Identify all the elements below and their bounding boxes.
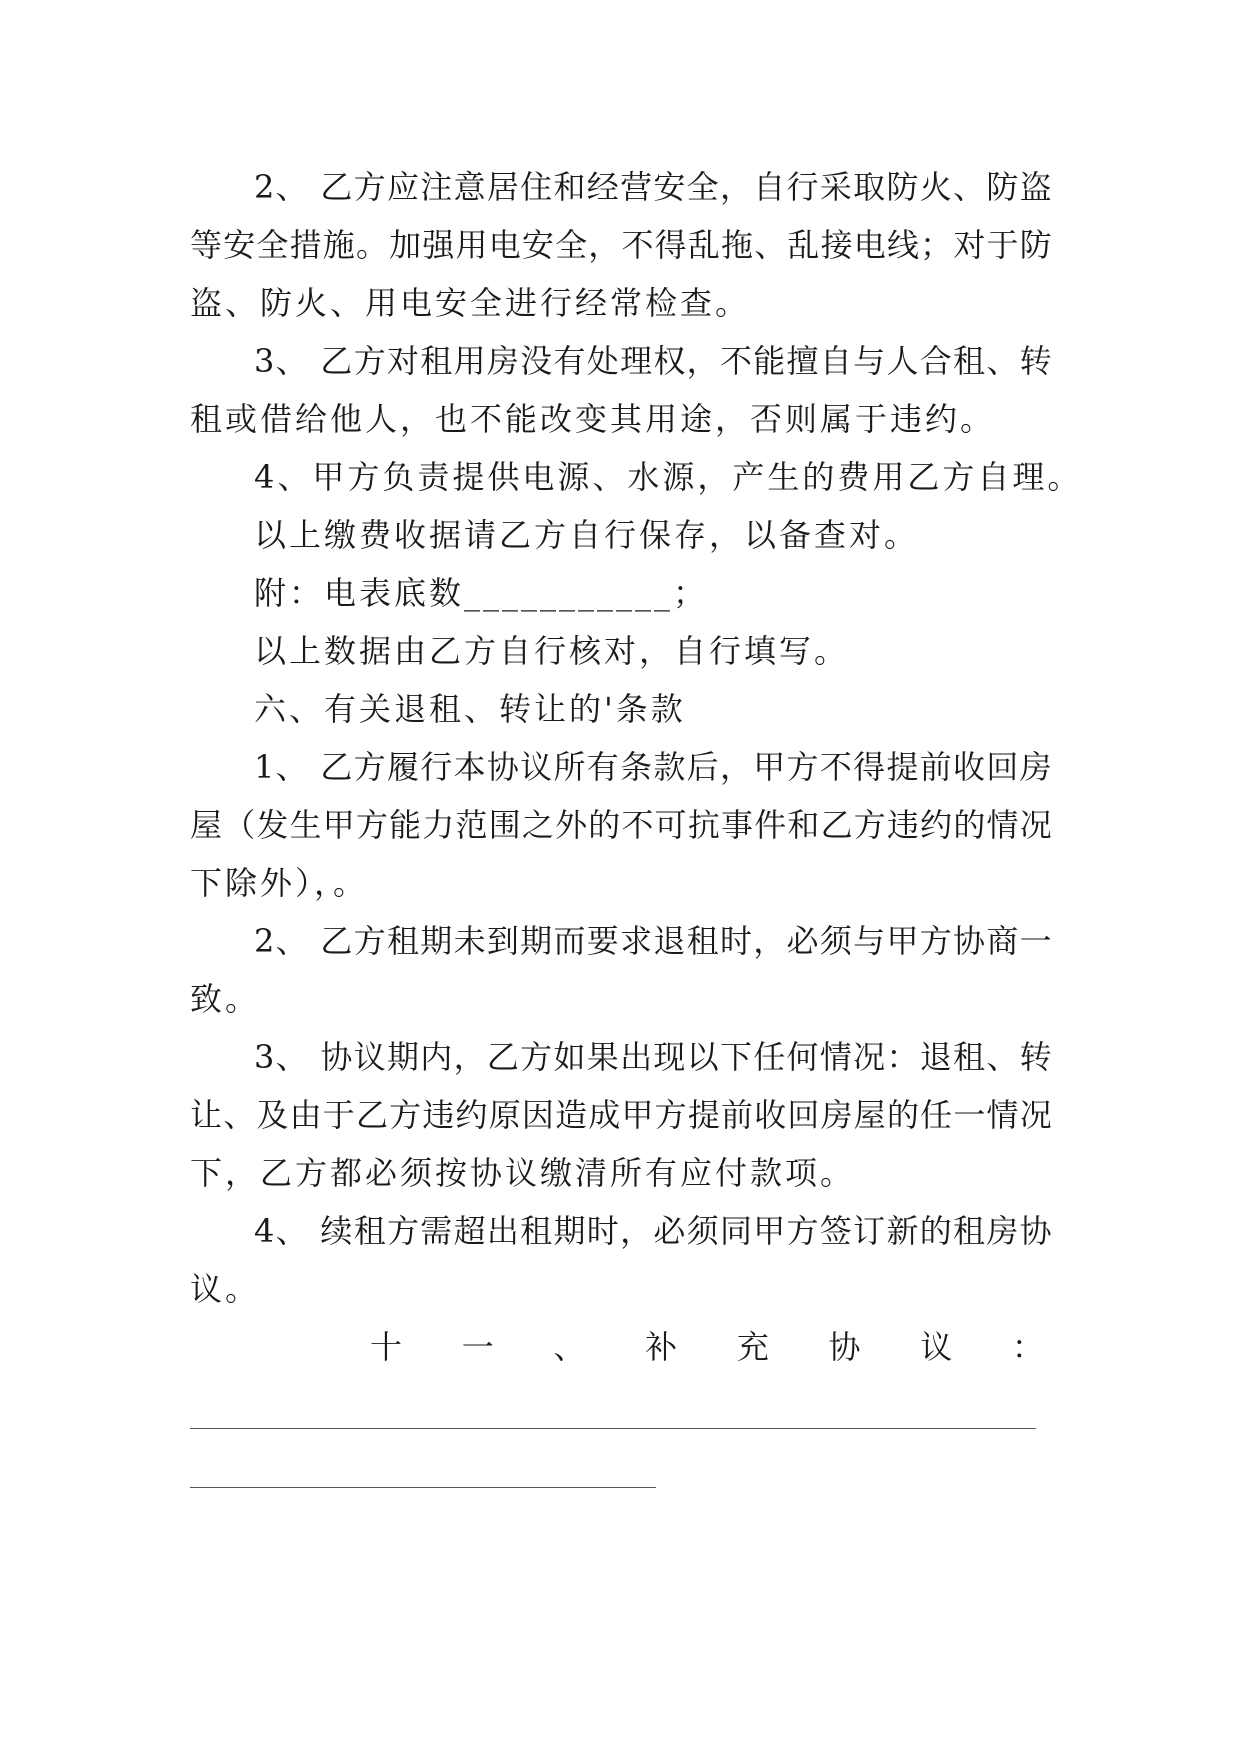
text-char: 方: [786, 1212, 819, 1250]
text-char: 的: [588, 806, 621, 844]
text-char: 措: [289, 226, 322, 264]
text-char: 乙: [355, 1096, 388, 1134]
text-char: 因: [521, 1096, 554, 1134]
text-line: 租或借给他人，也不能改变其用途，否则属于违约。: [190, 400, 996, 438]
text-char: 租: [953, 342, 986, 380]
text-char: 事: [721, 806, 754, 844]
text-char: 内: [420, 1038, 453, 1076]
heading-char: 一: [461, 1328, 494, 1366]
text-char: ，: [753, 922, 786, 960]
text-char: 能: [753, 342, 786, 380]
text-char: 强: [422, 226, 455, 264]
text-char: 、: [275, 748, 308, 786]
text-char: 自: [753, 168, 786, 206]
text-char: 租: [953, 1038, 986, 1076]
text-char: 造: [555, 1096, 588, 1134]
text-char: 收: [953, 748, 986, 786]
text-char: 租: [386, 922, 419, 960]
text-char: 乙: [320, 748, 353, 786]
text-char: 、: [275, 922, 308, 960]
text-char: 方: [355, 806, 388, 844]
text-char: 方: [353, 342, 386, 380]
text-char: 情: [986, 806, 1019, 844]
text-char: 。: [355, 226, 388, 264]
text-char: 方: [654, 1096, 687, 1134]
text-char: ，: [719, 168, 752, 206]
text-char: 期: [520, 922, 553, 960]
text-char: 违: [886, 806, 919, 844]
text-char: 能: [389, 806, 422, 844]
text-char: 得: [654, 226, 687, 264]
text-char: 对: [386, 342, 419, 380]
text-char: 拖: [721, 226, 754, 264]
text-char: 房: [820, 1096, 853, 1134]
text-char: 之: [521, 806, 554, 844]
text-char: 回: [986, 748, 1019, 786]
text-char: 于: [322, 1096, 355, 1134]
text-char: 盗: [1019, 168, 1052, 206]
text-char: 与: [853, 922, 886, 960]
heading-char: 协: [828, 1328, 861, 1366]
text-char: 成: [588, 1096, 621, 1134]
text-char: 、: [275, 1212, 308, 1250]
text-char: 方: [919, 922, 952, 960]
text-char: 违: [422, 1096, 455, 1134]
text-char: 2: [254, 168, 275, 206]
text-char: [309, 1028, 319, 1086]
text-char: 方: [386, 1212, 419, 1250]
text-char: 取: [853, 168, 886, 206]
text-char: 本: [453, 748, 486, 786]
text-char: 新: [886, 1212, 919, 1250]
text-char: 1: [254, 748, 275, 786]
text-char: 范: [455, 806, 488, 844]
text-char: 提: [886, 748, 919, 786]
text-char: [309, 332, 319, 390]
blank-fill-line-1: [190, 1428, 1036, 1429]
text-char: 方: [786, 748, 819, 786]
text-char: ，: [453, 1038, 486, 1076]
text-char: 合: [919, 342, 952, 380]
text-char: 提: [687, 1096, 720, 1134]
text-char: 得: [853, 748, 886, 786]
text-char: 、: [275, 168, 308, 206]
text-char: 订: [853, 1212, 886, 1250]
text-line: 六、有关退租、转让的'条款: [254, 690, 686, 728]
text-line: [190, 158, 1052, 216]
text-char: 时: [719, 922, 752, 960]
heading-char: 补: [645, 1328, 678, 1366]
text-char: 出: [486, 1212, 519, 1250]
text-char: 电: [488, 226, 521, 264]
text-char: 签: [819, 1212, 852, 1250]
text-char: ，: [686, 342, 719, 380]
text-char: 不: [719, 342, 752, 380]
text-char: 权: [653, 342, 686, 380]
text-char: 施: [322, 226, 355, 264]
text-char: 协: [320, 1038, 353, 1076]
text-char: 租: [686, 922, 719, 960]
text-line: [190, 1202, 1052, 1260]
text-char: 协: [1019, 1212, 1052, 1250]
text-line: [190, 1086, 1052, 1144]
text-char: 方: [520, 1038, 553, 1076]
text-char: 协: [486, 748, 519, 786]
text-char: 的: [886, 1096, 919, 1134]
text-char: 任: [753, 1038, 786, 1076]
text-line: 以上缴费收据请乙方自行保存，以备查对。: [254, 516, 920, 554]
text-char: 一: [953, 1096, 986, 1134]
text-char: 件: [754, 806, 787, 844]
text-char: 、: [754, 226, 787, 264]
text-char: 租: [520, 1212, 553, 1250]
text-char: 甲: [322, 806, 355, 844]
text-char: 2: [254, 922, 275, 960]
text-char: 住: [520, 168, 553, 206]
text-char: 转: [1019, 1038, 1052, 1076]
text-char: 、: [275, 1038, 308, 1076]
text-char: 需: [420, 1212, 453, 1250]
text-char: 、: [223, 1096, 256, 1134]
text-char: 履: [386, 748, 419, 786]
text-char: 商: [986, 922, 1019, 960]
text-char: 安: [521, 226, 554, 264]
text-char: 回: [787, 1096, 820, 1134]
text-char: ，: [719, 748, 752, 786]
text-char: 前: [721, 1096, 754, 1134]
text-char: 处: [586, 342, 619, 380]
text-char: 意: [453, 168, 486, 206]
text-char: 乙: [820, 806, 853, 844]
supplement-section: [190, 1318, 1052, 1376]
text-char: 须: [819, 922, 852, 960]
text-char: 况: [853, 1038, 886, 1076]
text-char: 全: [555, 226, 588, 264]
text-char: 火: [919, 168, 952, 206]
text-char: 、: [275, 342, 308, 380]
heading-char: 议: [920, 1328, 953, 1366]
text-char: 等: [190, 226, 223, 264]
text-char: 未: [453, 922, 486, 960]
text-char: 甲: [753, 1212, 786, 1250]
text-line: 下，乙方都必须按协议缴清所有应付款项。: [190, 1154, 856, 1192]
text-char: 以: [686, 1038, 719, 1076]
text-char: 求: [620, 922, 653, 960]
text-char: 防: [886, 168, 919, 206]
text-char: 防: [1019, 226, 1052, 264]
heading-char: ：: [1011, 1328, 1044, 1366]
text-char: 经: [586, 168, 619, 206]
text-char: 出: [620, 1038, 653, 1076]
text-char: 可: [654, 806, 687, 844]
text-char: [309, 738, 319, 796]
text-char: 和: [787, 806, 820, 844]
text-char: 租: [953, 1212, 986, 1250]
text-char: 必: [786, 922, 819, 960]
text-char: 与: [853, 342, 886, 380]
text-char: 的: [953, 806, 986, 844]
text-char: 要: [586, 922, 619, 960]
text-char: 理: [620, 342, 653, 380]
text-char: 房: [1019, 748, 1052, 786]
text-char: 一: [1019, 922, 1052, 960]
text-char: 方: [389, 1096, 422, 1134]
text-char: 外: [555, 806, 588, 844]
text-char: 现: [653, 1038, 686, 1076]
text-char: 乙: [486, 1038, 519, 1076]
text-char: 收: [754, 1096, 787, 1134]
text-char: 下: [719, 1038, 752, 1076]
text-char: 围: [488, 806, 521, 844]
text-char: 居: [486, 168, 519, 206]
text-char: 而: [553, 922, 586, 960]
text-char: 房: [986, 1212, 1019, 1250]
text-char: 房: [486, 342, 519, 380]
text-char: 必: [653, 1212, 686, 1250]
text-char: 及: [256, 1096, 289, 1134]
text-char: 和: [553, 168, 586, 206]
text-char: 擅: [786, 342, 819, 380]
text-char: 于: [986, 226, 1019, 264]
text-char: 应: [386, 168, 419, 206]
text-char: 退: [653, 922, 686, 960]
text-char: ：: [886, 1038, 919, 1076]
text-char: 时: [586, 1212, 619, 1250]
text-char: 期: [386, 1038, 419, 1076]
text-char: 转: [1019, 342, 1052, 380]
text-char: 抗: [687, 806, 720, 844]
text-char: 全: [686, 168, 719, 206]
text-char: 款: [653, 748, 686, 786]
text-char: 屋: [190, 806, 223, 844]
text-char: 屋: [853, 1096, 886, 1134]
text-char: 全: [256, 226, 289, 264]
text-char: 由: [289, 1096, 322, 1134]
text-char: 议: [353, 1038, 386, 1076]
text-char: 方: [353, 748, 386, 786]
text-char: ，: [588, 226, 621, 264]
text-char: 、: [953, 168, 986, 206]
text-char: 所: [553, 748, 586, 786]
text-char: 采: [819, 168, 852, 206]
text-char: 何: [786, 1038, 819, 1076]
text-line: 以上数据由乙方自行核对，自行填写。: [254, 632, 850, 670]
text-line: 4、甲方负责提供电源、水源，产生的费用乙方自理。: [254, 458, 1083, 496]
text-char: 议: [520, 748, 553, 786]
text-char: 注: [420, 168, 453, 206]
text-char: ；: [920, 226, 953, 264]
text-char: 后: [686, 748, 719, 786]
text-char: 人: [886, 342, 919, 380]
text-char: 不: [819, 748, 852, 786]
text-line: 下除外），。: [190, 864, 369, 902]
text-char: 让: [190, 1096, 223, 1134]
text-line: [190, 912, 1052, 970]
text-char: 退: [919, 1038, 952, 1076]
text-char: 行: [786, 168, 819, 206]
text-char: 协: [953, 922, 986, 960]
text-char: 任: [920, 1096, 953, 1134]
text-char: 甲: [886, 922, 919, 960]
text-line: 致。: [190, 980, 261, 1018]
text-char: 果: [586, 1038, 619, 1076]
text-char: 不: [621, 226, 654, 264]
text-char: 3: [254, 1038, 275, 1076]
heading-char: 充: [736, 1328, 769, 1366]
text-char: 超: [453, 1212, 486, 1250]
text-line: [190, 216, 1052, 274]
text-char: 条: [620, 748, 653, 786]
text-line: [190, 332, 1052, 390]
text-char: 的: [919, 1212, 952, 1250]
text-char: 4: [254, 1212, 275, 1250]
text-char: [309, 912, 319, 970]
text-char: 用: [455, 226, 488, 264]
text-char: 须: [686, 1212, 719, 1250]
text-char: 乱: [787, 226, 820, 264]
text-char: 同: [719, 1212, 752, 1250]
text-char: 对: [953, 226, 986, 264]
text-char: 乙: [320, 922, 353, 960]
text-char: 方: [353, 168, 386, 206]
text-char: ，: [620, 1212, 653, 1250]
text-char: [309, 158, 319, 216]
text-char: 续: [320, 1212, 353, 1250]
text-char: 有: [553, 342, 586, 380]
text-char: （: [223, 806, 256, 844]
text-char: 行: [420, 748, 453, 786]
supplement-heading: [190, 1318, 1052, 1376]
text-char: 如: [553, 1038, 586, 1076]
text-char: 约: [455, 1096, 488, 1134]
text-char: 期: [553, 1212, 586, 1250]
text-char: 乙: [320, 342, 353, 380]
text-char: 况: [1019, 1096, 1052, 1134]
heading-char: 十: [370, 1328, 403, 1366]
text-char: 线: [886, 226, 919, 264]
text-char: 约: [920, 806, 953, 844]
text-char: 加: [389, 226, 422, 264]
text-line: 议。: [190, 1270, 261, 1308]
text-char: [309, 1202, 319, 1260]
text-char: 自: [819, 342, 852, 380]
text-char: 情: [986, 1096, 1019, 1134]
text-char: 乙: [320, 168, 353, 206]
heading-char: 、: [553, 1328, 586, 1366]
text-char: 、: [986, 1038, 1019, 1076]
text-char: 方: [853, 806, 886, 844]
text-char: 力: [422, 806, 455, 844]
text-char: 前: [919, 748, 952, 786]
text-char: 情: [819, 1038, 852, 1076]
text-line: [190, 738, 1052, 796]
text-char: 3: [254, 342, 275, 380]
text-char: 发: [256, 806, 289, 844]
blank-fill-line-2: [190, 1487, 656, 1488]
text-char: 甲: [753, 748, 786, 786]
text-char: 防: [986, 168, 1019, 206]
text-char: 、: [986, 342, 1019, 380]
text-char: 到: [486, 922, 519, 960]
text-char: 期: [420, 922, 453, 960]
text-line: 附：电表底数___________；: [254, 574, 709, 612]
text-line: 盗、防火、用电安全进行经常检查。: [190, 284, 751, 322]
text-char: 没: [520, 342, 553, 380]
text-char: 不: [621, 806, 654, 844]
text-char: 安: [223, 226, 256, 264]
text-char: 接: [820, 226, 853, 264]
text-char: 况: [1019, 806, 1052, 844]
text-line: [190, 796, 1052, 854]
text-char: 用: [453, 342, 486, 380]
document-body: [190, 158, 1083, 1318]
text-char: 租: [420, 342, 453, 380]
text-line: [190, 1028, 1052, 1086]
text-char: 甲: [621, 1096, 654, 1134]
text-char: 有: [586, 748, 619, 786]
text-char: 安: [653, 168, 686, 206]
text-char: 租: [353, 1212, 386, 1250]
text-char: 生: [289, 806, 322, 844]
text-char: 乱: [687, 226, 720, 264]
text-char: 营: [620, 168, 653, 206]
text-char: 原: [488, 1096, 521, 1134]
text-char: 方: [353, 922, 386, 960]
text-char: 电: [853, 226, 886, 264]
